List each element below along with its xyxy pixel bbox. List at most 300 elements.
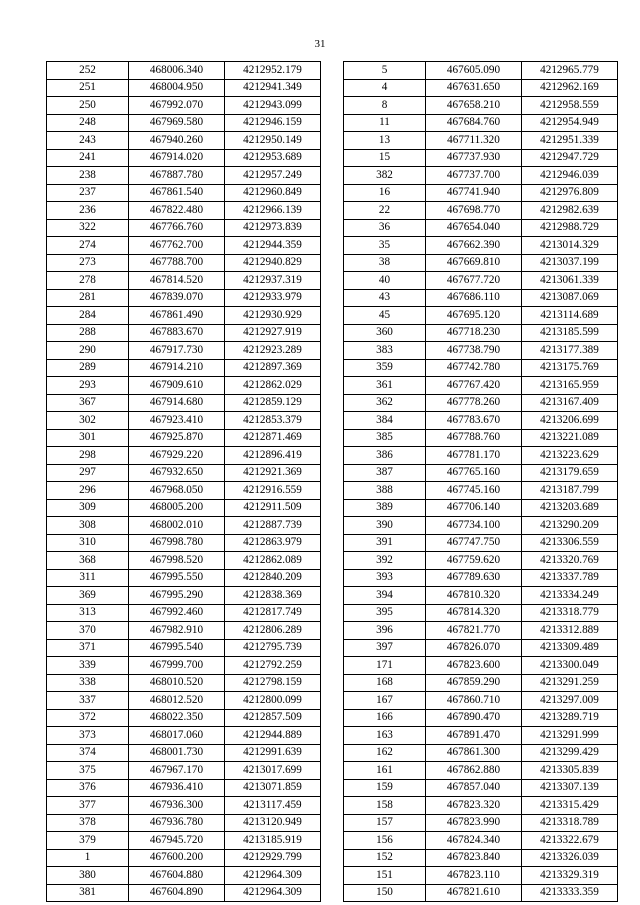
table-row [47, 184, 321, 202]
x-coordinate-cell: 467654.040 [426, 219, 522, 237]
y-coordinate-cell: 4212817.749 [225, 604, 321, 622]
y-coordinate-cell: 4213087.069 [522, 289, 618, 307]
point-id-cell: 313 [47, 604, 129, 622]
table-row [47, 412, 321, 430]
y-coordinate-cell: 4212911.509 [225, 499, 321, 517]
table-row [47, 237, 321, 255]
y-coordinate-cell: 4213185.919 [225, 832, 321, 850]
table-row [344, 499, 618, 517]
x-coordinate-cell: 467969.580 [129, 114, 225, 132]
table-row [47, 884, 321, 902]
point-id-cell: 237 [47, 184, 129, 202]
x-coordinate-cell: 467745.160 [426, 482, 522, 500]
x-coordinate-cell: 467998.520 [129, 552, 225, 570]
point-id-cell: 151 [344, 867, 426, 885]
table-row [344, 534, 618, 552]
point-id-cell: 238 [47, 167, 129, 185]
point-id-cell: 322 [47, 219, 129, 237]
y-coordinate-cell: 4212944.889 [225, 727, 321, 745]
table-row [344, 289, 618, 307]
y-coordinate-cell: 4213297.009 [522, 692, 618, 710]
point-id-cell: 372 [47, 709, 129, 727]
table-row [344, 569, 618, 587]
table-row [344, 167, 618, 185]
table-row [344, 482, 618, 500]
y-coordinate-cell: 4213120.949 [225, 814, 321, 832]
y-coordinate-cell: 4213318.789 [522, 814, 618, 832]
point-id-cell: 243 [47, 132, 129, 150]
table-row [47, 569, 321, 587]
point-id-cell: 368 [47, 552, 129, 570]
point-id-cell: 252 [47, 62, 129, 80]
table-row [47, 692, 321, 710]
coordinates-table-left [46, 61, 321, 902]
table-row [344, 114, 618, 132]
table-row [47, 779, 321, 797]
x-coordinate-cell: 467967.170 [129, 762, 225, 780]
x-coordinate-cell: 467788.700 [129, 254, 225, 272]
x-coordinate-cell: 467992.460 [129, 604, 225, 622]
point-id-cell: 362 [344, 394, 426, 412]
table-row [47, 762, 321, 780]
point-id-cell: 384 [344, 412, 426, 430]
x-coordinate-cell: 467604.880 [129, 867, 225, 885]
y-coordinate-cell: 4212950.149 [225, 132, 321, 150]
y-coordinate-cell: 4212937.319 [225, 272, 321, 290]
x-coordinate-cell: 467929.220 [129, 447, 225, 465]
table-row [344, 237, 618, 255]
x-coordinate-cell: 467936.300 [129, 797, 225, 815]
table-row [344, 359, 618, 377]
point-id-cell: 370 [47, 622, 129, 640]
table-row [47, 797, 321, 815]
table-row [344, 342, 618, 360]
table-row [47, 499, 321, 517]
y-coordinate-cell: 4213175.769 [522, 359, 618, 377]
y-coordinate-cell: 4212863.979 [225, 534, 321, 552]
x-coordinate-cell: 467767.420 [426, 377, 522, 395]
y-coordinate-cell: 4212927.919 [225, 324, 321, 342]
point-id-cell: 150 [344, 884, 426, 902]
table-row [344, 587, 618, 605]
point-id-cell: 301 [47, 429, 129, 447]
y-coordinate-cell: 4213309.489 [522, 639, 618, 657]
x-coordinate-cell: 467789.630 [426, 569, 522, 587]
x-coordinate-cell: 467883.670 [129, 324, 225, 342]
y-coordinate-cell: 4212862.089 [225, 552, 321, 570]
x-coordinate-cell: 467936.780 [129, 814, 225, 832]
x-coordinate-cell: 467677.720 [426, 272, 522, 290]
table-row [47, 587, 321, 605]
y-coordinate-cell: 4212929.799 [225, 849, 321, 867]
x-coordinate-cell: 467810.320 [426, 587, 522, 605]
point-id-cell: 382 [344, 167, 426, 185]
y-coordinate-cell: 4212964.309 [225, 867, 321, 885]
x-coordinate-cell: 467823.320 [426, 797, 522, 815]
y-coordinate-cell: 4212953.689 [225, 149, 321, 167]
table-row [47, 149, 321, 167]
table-row [47, 534, 321, 552]
point-id-cell: 290 [47, 342, 129, 360]
x-coordinate-cell: 467695.120 [426, 307, 522, 325]
table-row [47, 132, 321, 150]
x-coordinate-cell: 467686.110 [426, 289, 522, 307]
point-id-cell: 310 [47, 534, 129, 552]
table-row [47, 482, 321, 500]
table-row [344, 377, 618, 395]
table-row [344, 149, 618, 167]
table-row [47, 447, 321, 465]
table-row [47, 62, 321, 80]
table-row [47, 674, 321, 692]
x-coordinate-cell: 467995.540 [129, 639, 225, 657]
x-coordinate-cell: 467940.260 [129, 132, 225, 150]
table-row [344, 184, 618, 202]
x-coordinate-cell: 467917.730 [129, 342, 225, 360]
table-row [47, 97, 321, 115]
x-coordinate-cell: 467821.610 [426, 884, 522, 902]
table-row [47, 289, 321, 307]
x-coordinate-cell: 467766.760 [129, 219, 225, 237]
point-id-cell: 339 [47, 657, 129, 675]
y-coordinate-cell: 4213167.409 [522, 394, 618, 412]
x-coordinate-cell: 467857.040 [426, 779, 522, 797]
page-number: 31 [314, 38, 326, 50]
point-id-cell: 168 [344, 674, 426, 692]
x-coordinate-cell: 467861.540 [129, 184, 225, 202]
point-id-cell: 338 [47, 674, 129, 692]
table-row [344, 552, 618, 570]
x-coordinate-cell: 467718.230 [426, 324, 522, 342]
y-coordinate-cell: 4212916.559 [225, 482, 321, 500]
point-id-cell: 380 [47, 867, 129, 885]
table-row [344, 832, 618, 850]
y-coordinate-cell: 4213312.889 [522, 622, 618, 640]
table-row [344, 219, 618, 237]
y-coordinate-cell: 4213017.699 [225, 762, 321, 780]
point-id-cell: 4 [344, 79, 426, 97]
x-coordinate-cell: 467781.170 [426, 447, 522, 465]
y-coordinate-cell: 4212966.139 [225, 202, 321, 220]
point-id-cell: 397 [344, 639, 426, 657]
y-coordinate-cell: 4213203.689 [522, 499, 618, 517]
table-row [47, 657, 321, 675]
y-coordinate-cell: 4213185.599 [522, 324, 618, 342]
point-id-cell: 337 [47, 692, 129, 710]
table-row [344, 639, 618, 657]
point-id-cell: 367 [47, 394, 129, 412]
x-coordinate-cell: 467823.110 [426, 867, 522, 885]
x-coordinate-cell: 467998.780 [129, 534, 225, 552]
table-row [47, 272, 321, 290]
table-row [47, 114, 321, 132]
y-coordinate-cell: 4212946.039 [522, 167, 618, 185]
table-row [47, 79, 321, 97]
y-coordinate-cell: 4212964.309 [225, 884, 321, 902]
point-id-cell: 36 [344, 219, 426, 237]
x-coordinate-cell: 467891.470 [426, 727, 522, 745]
y-coordinate-cell: 4212930.929 [225, 307, 321, 325]
y-coordinate-cell: 4213165.959 [522, 377, 618, 395]
y-coordinate-cell: 4213333.359 [522, 884, 618, 902]
point-id-cell: 388 [344, 482, 426, 500]
point-id-cell: 5 [344, 62, 426, 80]
x-coordinate-cell: 467737.700 [426, 167, 522, 185]
table-row [47, 342, 321, 360]
y-coordinate-cell: 4212976.809 [522, 184, 618, 202]
y-coordinate-cell: 4213326.039 [522, 849, 618, 867]
table-row [344, 692, 618, 710]
table-row [47, 429, 321, 447]
point-id-cell: 298 [47, 447, 129, 465]
x-coordinate-cell: 467778.260 [426, 394, 522, 412]
y-coordinate-cell: 4212798.159 [225, 674, 321, 692]
point-id-cell: 284 [47, 307, 129, 325]
table-row [47, 622, 321, 640]
y-coordinate-cell: 4213291.259 [522, 674, 618, 692]
x-coordinate-cell: 468006.340 [129, 62, 225, 80]
y-coordinate-cell: 4212965.779 [522, 62, 618, 80]
point-id-cell: 288 [47, 324, 129, 342]
table-row [344, 97, 618, 115]
x-coordinate-cell: 467823.840 [426, 849, 522, 867]
y-coordinate-cell: 4212991.639 [225, 744, 321, 762]
point-id-cell: 371 [47, 639, 129, 657]
point-id-cell: 395 [344, 604, 426, 622]
y-coordinate-cell: 4213223.629 [522, 447, 618, 465]
x-coordinate-cell: 467762.700 [129, 237, 225, 255]
point-id-cell: 35 [344, 237, 426, 255]
table-row [47, 814, 321, 832]
x-coordinate-cell: 467741.940 [426, 184, 522, 202]
x-coordinate-cell: 467826.070 [426, 639, 522, 657]
point-id-cell: 391 [344, 534, 426, 552]
y-coordinate-cell: 4213037.199 [522, 254, 618, 272]
point-id-cell: 369 [47, 587, 129, 605]
y-coordinate-cell: 4213061.339 [522, 272, 618, 290]
x-coordinate-cell: 467662.390 [426, 237, 522, 255]
table-row [344, 464, 618, 482]
x-coordinate-cell: 467925.870 [129, 429, 225, 447]
x-coordinate-cell: 467631.650 [426, 79, 522, 97]
x-coordinate-cell: 467914.680 [129, 394, 225, 412]
table-row [344, 429, 618, 447]
point-id-cell: 293 [47, 377, 129, 395]
x-coordinate-cell: 467945.720 [129, 832, 225, 850]
x-coordinate-cell: 467995.290 [129, 587, 225, 605]
y-coordinate-cell: 4212933.979 [225, 289, 321, 307]
y-coordinate-cell: 4213299.429 [522, 744, 618, 762]
point-id-cell: 250 [47, 97, 129, 115]
point-id-cell: 387 [344, 464, 426, 482]
y-coordinate-cell: 4213329.319 [522, 867, 618, 885]
point-id-cell: 396 [344, 622, 426, 640]
y-coordinate-cell: 4213291.999 [522, 727, 618, 745]
table-row [47, 464, 321, 482]
y-coordinate-cell: 4212859.129 [225, 394, 321, 412]
x-coordinate-cell: 467698.770 [426, 202, 522, 220]
point-id-cell: 373 [47, 727, 129, 745]
y-coordinate-cell: 4212962.169 [522, 79, 618, 97]
y-coordinate-cell: 4213221.089 [522, 429, 618, 447]
table-row [47, 552, 321, 570]
y-coordinate-cell: 4213179.659 [522, 464, 618, 482]
point-id-cell: 162 [344, 744, 426, 762]
point-id-cell: 1 [47, 849, 129, 867]
y-coordinate-cell: 4213114.689 [522, 307, 618, 325]
y-coordinate-cell: 4212940.829 [225, 254, 321, 272]
table-row [344, 797, 618, 815]
point-id-cell: 374 [47, 744, 129, 762]
x-coordinate-cell: 467658.210 [426, 97, 522, 115]
table-row [344, 814, 618, 832]
y-coordinate-cell: 4213320.769 [522, 552, 618, 570]
point-id-cell: 166 [344, 709, 426, 727]
table-row [47, 254, 321, 272]
table-row [344, 604, 618, 622]
x-coordinate-cell: 468004.950 [129, 79, 225, 97]
point-id-cell: 309 [47, 499, 129, 517]
table-row [344, 202, 618, 220]
point-id-cell: 38 [344, 254, 426, 272]
y-coordinate-cell: 4212862.029 [225, 377, 321, 395]
y-coordinate-cell: 4212941.349 [225, 79, 321, 97]
x-coordinate-cell: 467861.300 [426, 744, 522, 762]
point-id-cell: 308 [47, 517, 129, 535]
y-coordinate-cell: 4213206.699 [522, 412, 618, 430]
x-coordinate-cell: 467823.600 [426, 657, 522, 675]
table-row [47, 727, 321, 745]
table-row [344, 307, 618, 325]
point-id-cell: 375 [47, 762, 129, 780]
table-row [344, 779, 618, 797]
point-id-cell: 378 [47, 814, 129, 832]
point-id-cell: 278 [47, 272, 129, 290]
x-coordinate-cell: 467600.200 [129, 849, 225, 867]
point-id-cell: 40 [344, 272, 426, 290]
table-row [344, 727, 618, 745]
y-coordinate-cell: 4213337.789 [522, 569, 618, 587]
x-coordinate-cell: 467923.410 [129, 412, 225, 430]
point-id-cell: 11 [344, 114, 426, 132]
x-coordinate-cell: 467814.320 [426, 604, 522, 622]
point-id-cell: 281 [47, 289, 129, 307]
x-coordinate-cell: 467737.930 [426, 149, 522, 167]
y-coordinate-cell: 4213187.799 [522, 482, 618, 500]
point-id-cell: 297 [47, 464, 129, 482]
point-id-cell: 394 [344, 587, 426, 605]
y-coordinate-cell: 4213177.389 [522, 342, 618, 360]
x-coordinate-cell: 467995.550 [129, 569, 225, 587]
x-coordinate-cell: 467747.750 [426, 534, 522, 552]
x-coordinate-cell: 467982.910 [129, 622, 225, 640]
table-row [344, 762, 618, 780]
point-id-cell: 158 [344, 797, 426, 815]
point-id-cell: 392 [344, 552, 426, 570]
table-row [47, 307, 321, 325]
x-coordinate-cell: 468017.060 [129, 727, 225, 745]
point-id-cell: 251 [47, 79, 129, 97]
x-coordinate-cell: 467860.710 [426, 692, 522, 710]
x-coordinate-cell: 467909.610 [129, 377, 225, 395]
point-id-cell: 163 [344, 727, 426, 745]
point-id-cell: 379 [47, 832, 129, 850]
table-row [344, 517, 618, 535]
y-coordinate-cell: 4213071.859 [225, 779, 321, 797]
x-coordinate-cell: 468002.010 [129, 517, 225, 535]
point-id-cell: 15 [344, 149, 426, 167]
y-coordinate-cell: 4212988.729 [522, 219, 618, 237]
x-coordinate-cell: 467759.620 [426, 552, 522, 570]
x-coordinate-cell: 467684.760 [426, 114, 522, 132]
table-row [47, 219, 321, 237]
y-coordinate-cell: 4212943.099 [225, 97, 321, 115]
table-row [47, 604, 321, 622]
table-row [47, 377, 321, 395]
y-coordinate-cell: 4212946.159 [225, 114, 321, 132]
x-coordinate-cell: 467738.790 [426, 342, 522, 360]
y-coordinate-cell: 4212957.249 [225, 167, 321, 185]
point-id-cell: 289 [47, 359, 129, 377]
y-coordinate-cell: 4212857.509 [225, 709, 321, 727]
x-coordinate-cell: 467936.410 [129, 779, 225, 797]
x-coordinate-cell: 468012.520 [129, 692, 225, 710]
point-id-cell: 159 [344, 779, 426, 797]
table-row [344, 324, 618, 342]
x-coordinate-cell: 467604.890 [129, 884, 225, 902]
table-row [47, 849, 321, 867]
y-coordinate-cell: 4212921.369 [225, 464, 321, 482]
y-coordinate-cell: 4212947.729 [522, 149, 618, 167]
table-row [47, 324, 321, 342]
point-id-cell: 157 [344, 814, 426, 832]
table-row [344, 412, 618, 430]
y-coordinate-cell: 4213318.779 [522, 604, 618, 622]
y-coordinate-cell: 4212982.639 [522, 202, 618, 220]
point-id-cell: 13 [344, 132, 426, 150]
y-coordinate-cell: 4213305.839 [522, 762, 618, 780]
point-id-cell: 241 [47, 149, 129, 167]
x-coordinate-cell: 467711.320 [426, 132, 522, 150]
y-coordinate-cell: 4212954.949 [522, 114, 618, 132]
x-coordinate-cell: 467821.770 [426, 622, 522, 640]
y-coordinate-cell: 4213334.249 [522, 587, 618, 605]
table-row [344, 272, 618, 290]
y-coordinate-cell: 4212800.099 [225, 692, 321, 710]
point-id-cell: 248 [47, 114, 129, 132]
y-coordinate-cell: 4213306.559 [522, 534, 618, 552]
x-coordinate-cell: 467734.100 [426, 517, 522, 535]
point-id-cell: 296 [47, 482, 129, 500]
point-id-cell: 359 [344, 359, 426, 377]
y-coordinate-cell: 4212853.379 [225, 412, 321, 430]
x-coordinate-cell: 467932.650 [129, 464, 225, 482]
y-coordinate-cell: 4212923.289 [225, 342, 321, 360]
x-coordinate-cell: 468022.350 [129, 709, 225, 727]
point-id-cell: 390 [344, 517, 426, 535]
table-row [47, 709, 321, 727]
x-coordinate-cell: 468001.730 [129, 744, 225, 762]
point-id-cell: 43 [344, 289, 426, 307]
y-coordinate-cell: 4213300.049 [522, 657, 618, 675]
table-row [47, 202, 321, 220]
point-id-cell: 377 [47, 797, 129, 815]
x-coordinate-cell: 467859.290 [426, 674, 522, 692]
y-coordinate-cell: 4212871.469 [225, 429, 321, 447]
point-id-cell: 386 [344, 447, 426, 465]
y-coordinate-cell: 4212792.259 [225, 657, 321, 675]
point-id-cell: 236 [47, 202, 129, 220]
